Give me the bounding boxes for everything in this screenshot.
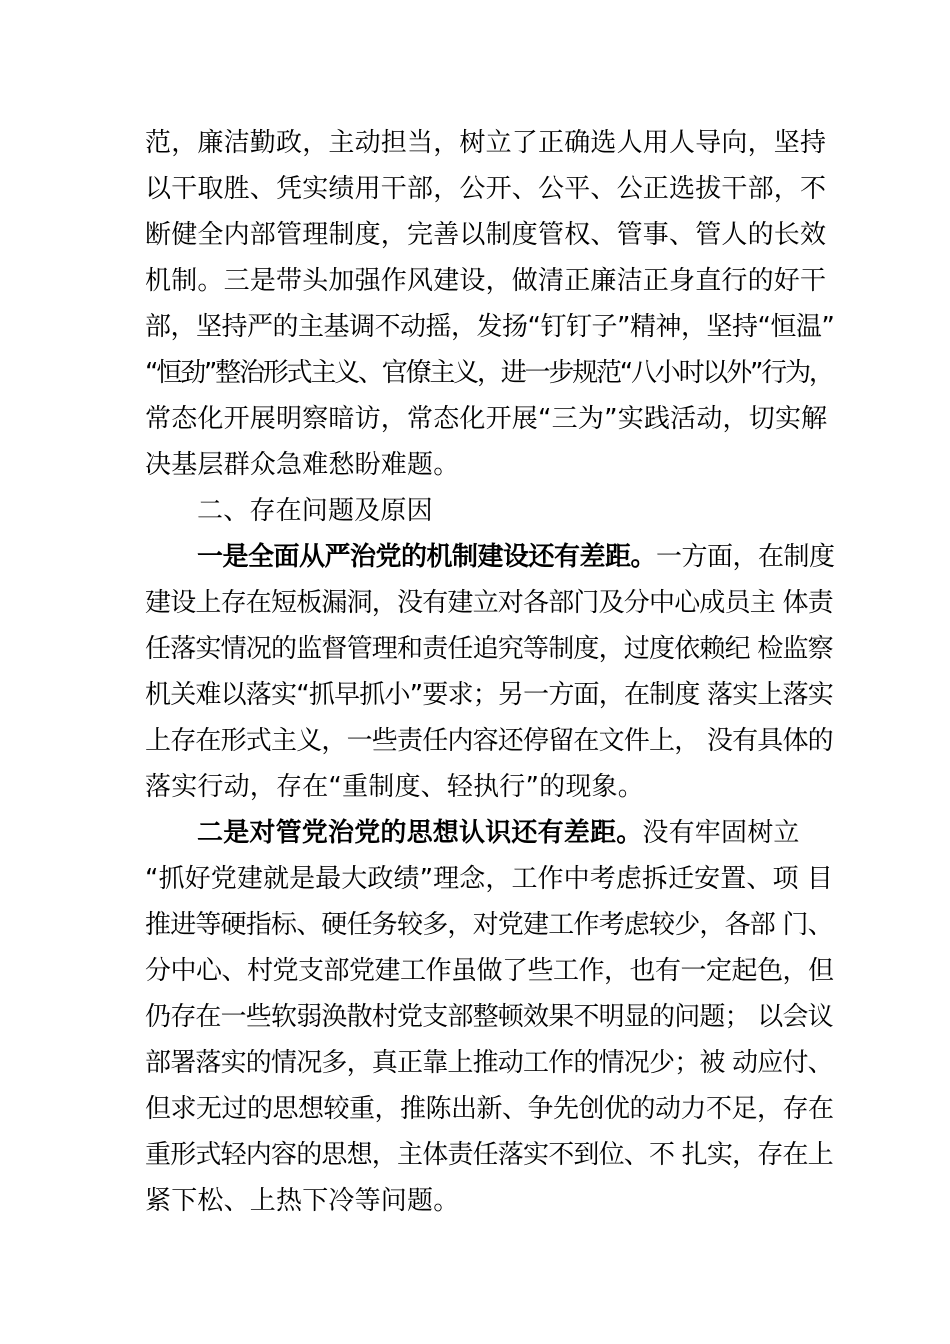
- paragraph-line: 范，廉洁勤政，主动担当，树立了正确选人用人导向，坚持: [145, 128, 827, 158]
- paragraph-line: 推进等硬指标、硬任务较多，对党建工作考虑较少，各部 门、: [145, 910, 833, 940]
- paragraph-line: 重形式轻内容的思想，主体责任落实不到位、不 扎实，存在上: [145, 1140, 833, 1170]
- paragraph-line: 机关难以落实“抓早抓小”要求；另一方面，在制度 落实上落实: [145, 680, 834, 710]
- paragraph-line: 常态化开展明察暗访，常态化开展“三为”实践活动，切实解: [145, 404, 828, 434]
- item1-first-line: [197, 537, 835, 577]
- paragraph-line: 决基层群众急难愁盼难题。: [145, 450, 460, 480]
- paragraph-line: 任落实情况的监督管理和责任追究等制度，过度依赖纪 检监察: [145, 634, 833, 664]
- paragraph-line: “恒劲”整治形式主义、官僚主义，进一步规范“八小时以外”行为，: [145, 358, 833, 388]
- paragraph-line: 建设上存在短板漏洞，没有建立对各部门及分中心成员主 体责: [145, 588, 833, 618]
- item2-heading: 二是对管党治党的思想认识还有差距。: [197, 818, 643, 848]
- item1-first-line-rest: 一方面，在制度: [656, 542, 835, 572]
- paragraph-line: 紧下松、上热下冷等问题。: [145, 1186, 460, 1216]
- paragraph-line: 机制。三是带头加强作风建设，做清正廉洁正身直行的好干: [145, 266, 827, 296]
- paragraph-line: 上存在形式主义，一些责任内容还停留在文件上， 没有具体的: [145, 726, 833, 756]
- item1-heading: 一是全面从严治党的机制建设还有差距。: [197, 542, 657, 572]
- paragraph-line: 断健全内部管理制度，完善以制度管权、管事、管人的长效: [145, 220, 827, 250]
- paragraph-line: 部，坚持严的主基调不动摇，发扬“钉钉子”精神，坚持“恒温”: [145, 312, 835, 342]
- paragraph-line: 仍存在一些软弱涣散村党支部整顿效果不明显的问题； 以会议: [145, 1002, 833, 1032]
- paragraph-line: 但求无过的思想较重，推陈出新、争先创优的动力不足，存在: [145, 1094, 834, 1124]
- paragraph-line: “抓好党建就是最大政绩”理念，工作中考虑拆迁安置、项 目: [145, 864, 834, 894]
- paragraph-line: 落实行动，存在“重制度、轻执行”的现象。: [145, 772, 644, 802]
- paragraph-line: 以干取胜、凭实绩用干部，公开、公平、公正选拔干部，不: [145, 174, 827, 204]
- paragraph-line: 部署落实的情况多，真正靠上推动工作的情况少；被 动应付、: [145, 1048, 833, 1078]
- paragraph-line: 分中心、村党支部党建工作虽做了些工作，也有一定起色，但: [145, 956, 834, 986]
- item2-first-line: [197, 813, 800, 853]
- section-heading: 二、存在问题及原因: [197, 496, 433, 526]
- item2-first-line-rest: 没有牢固树立: [642, 818, 800, 848]
